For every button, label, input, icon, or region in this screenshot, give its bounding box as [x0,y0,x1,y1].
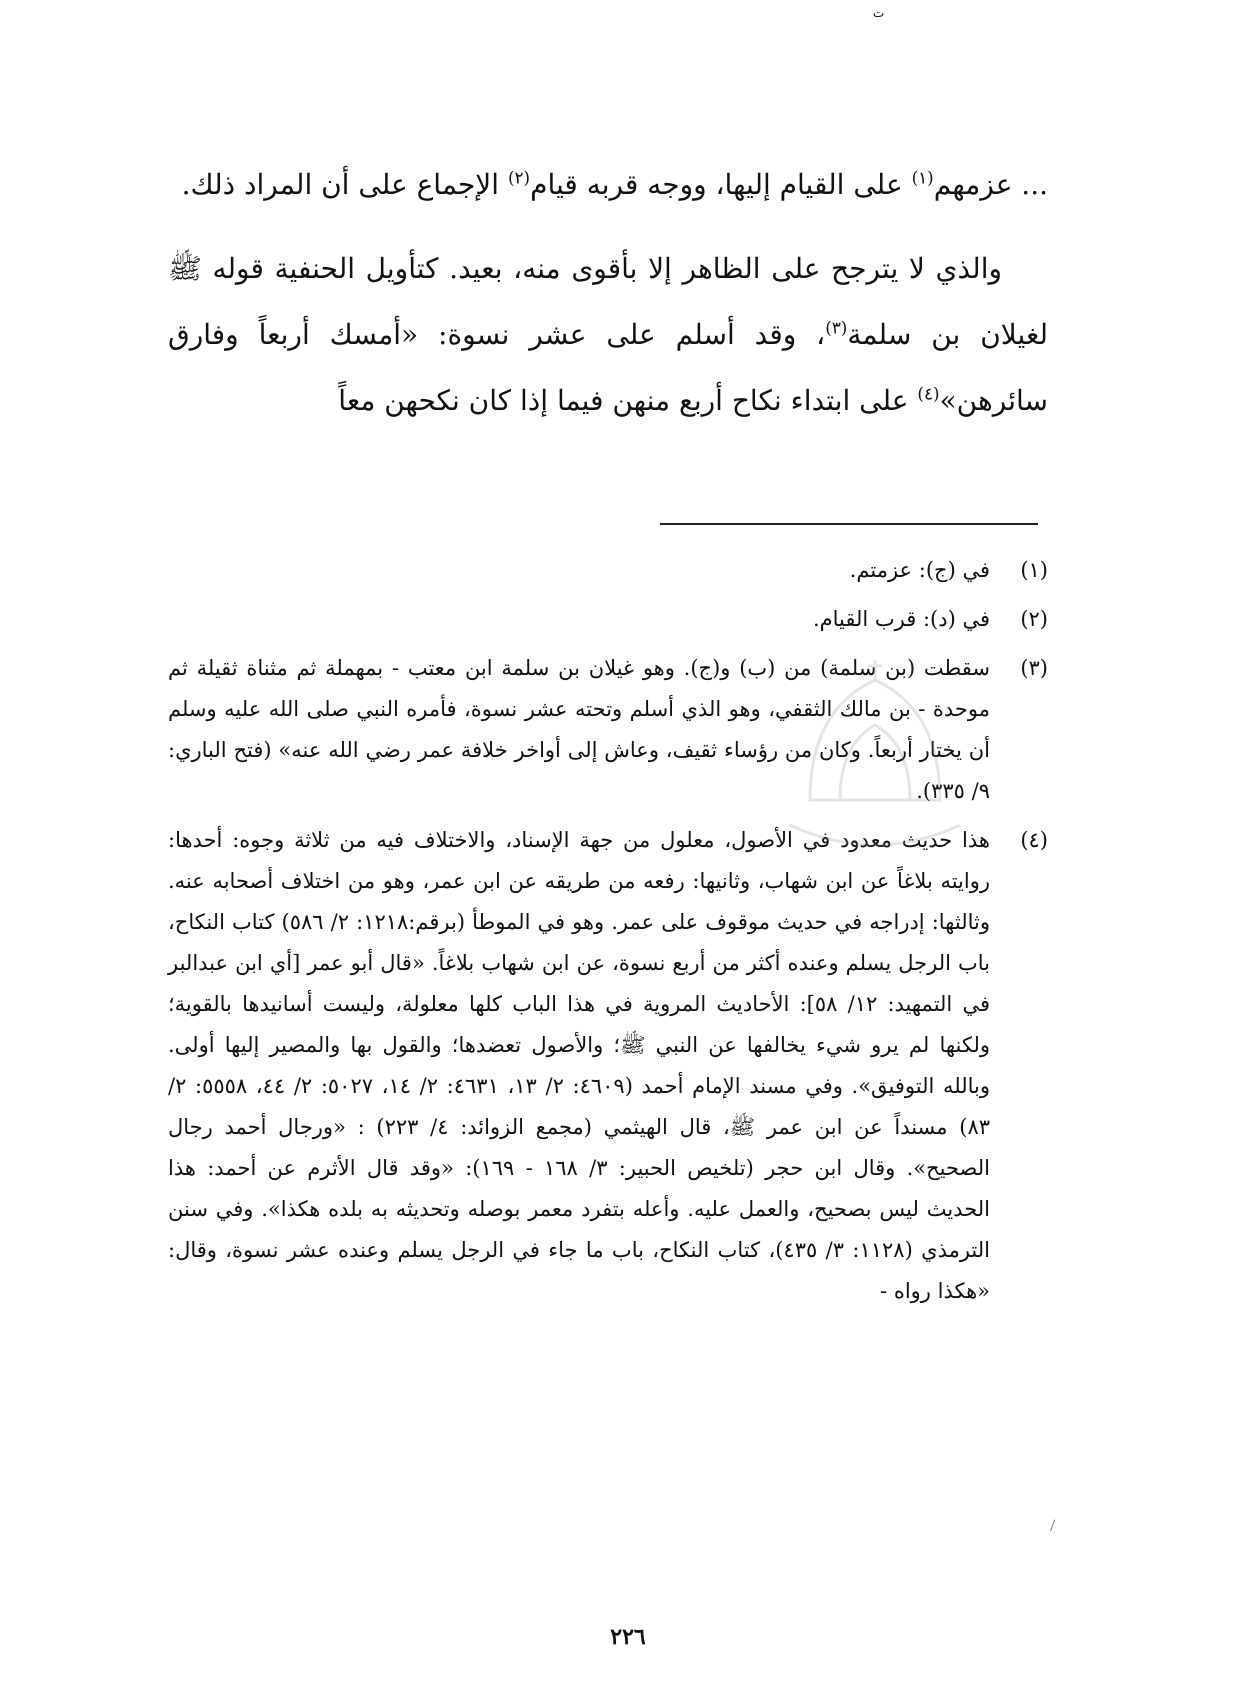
para1-text-3: الإجماع على أن المراد ذلك. [181,168,508,201]
footnote-ref-2[interactable]: (٢) [507,167,531,188]
footnote-item [168,648,1048,812]
para2-text-2: ، وقد أسلم على عشر نسوة: «أمسك أربعاً وفارق سائرهن» [168,318,1048,417]
main-paragraph-2 [168,236,1048,434]
footnote-ref-4[interactable]: (٤) [917,383,940,404]
footnote-number: (٣) [1020,656,1048,680]
footnotes-section [168,550,1048,1320]
footnote-ref-1[interactable]: (١) [911,167,934,188]
page-number: ٢٢٦ [610,1624,646,1650]
para1-text-1: ... عزمهم [933,168,1048,201]
footnote-text: في (د): قرب القيام. [812,607,990,631]
para1-text-2: على القيام إليها، ووجه قربه قيام [530,168,912,201]
footnote-text: سقطت (بن سلمة) من (ب) و(ج). وهو غيلان بن سلمة ابن معتب - بمهملة ثم مثناة ثقيلة ثم موحدة - بن مالك الثقفي، وهو الذي أسلم وتحته عشر نسوة، فأمره النبي صلى الله عليه وسلم أن يختار أربعاً. وكان من رؤساء ثقيف، وعاش إلى أواخر خلافة عمر رضي الله عنه» (فتح الباري: ٩/ ٣٣٥). [168,656,990,803]
scan-speck [1050,1520,1059,1533]
main-body [168,152,1048,434]
footnote-item [168,599,1048,640]
main-paragraph-1 [168,152,1048,218]
top-mark: ت [873,6,885,20]
footnote-ref-3[interactable]: (٣) [825,317,848,338]
footnote-divider [660,523,1038,525]
footnote-number: (٢) [1020,607,1048,631]
para2-text-1: والذي لا يترجح على الظاهر إلا بأقوى منه، بعيد. كتأويل الحنفية قوله ﷺ لغيلان بن سلمة [168,252,1048,351]
para2-text-3: على ابتداء نكاح أربع منهن فيما إذا كان نكحهن معاً [338,384,918,417]
footnote-number: (١) [1020,558,1048,582]
footnote-item [168,820,1048,1312]
footnote-text: هذا حديث معدود في الأصول، معلول من جهة الإسناد، والاختلاف فيه من ثلاثة وجوه: أحدها: روايته بلاغاً عن ابن شهاب، وثانيها: رفعه من طريقه عن ابن عمر، وهو من اختلاف أصحابه عنه. وثالثها: إدراجه في حديث موقوف على عمر. وهو في الموطأ (برقم:١٢١٨: ٢/ ٥٨٦) كتاب النكاح، باب الرجل يسلم وعنده أكثر من أربع نسوة، عن ابن شهاب بلاغاً. «قال أبو عمر [أي ابن عبدالبر في التمهيد: ١٢/ ٥٨]: الأحاديث المروية في هذا الباب كلها معلولة، وليست أسانيدها بالقوية؛ ولكنها لم يرو شيء يخالفها عن النبي ﷺ؛ والأصول تعضدها؛ والقول بها والمصير إليها أولى. وبالله التوفيق». وفي مسند الإمام أحمد (٤٦٠٩: ٢/ ١٣، ٤٦٣١: ٢/ ١٤، ٥٠٢٧: ٢/ ٤٤، ٥٥٥٨: ٢/ ٨٣) مسنداً عن ابن عمر ﷺ، قال الهيثمي (مجمع الزوائد: ٤/ ٢٢٣) : «ورجال أحمد رجال الصحيح». وقال ابن حجر (تلخيص الحبير: ٣/ ١٦٨ - ١٦٩): «وقد قال الأثرم عن أحمد: هذا الحديث ليس بصحيح، والعمل عليه. وأعله بتفرد معمر بوصله وتحديثه به بلده هكذا». وفي سنن الترمذي (١١٢٨: ٣/ ٤٣٥)، كتاب النكاح، باب ما جاء في الرجل يسلم وعنده عشر نسوة، وقال: «هكذا رواه - [168,828,991,1303]
footnote-number: (٤) [1020,828,1048,852]
footnote-item [168,550,1048,591]
footnote-text: في (ج): عزمتم. [849,558,990,582]
